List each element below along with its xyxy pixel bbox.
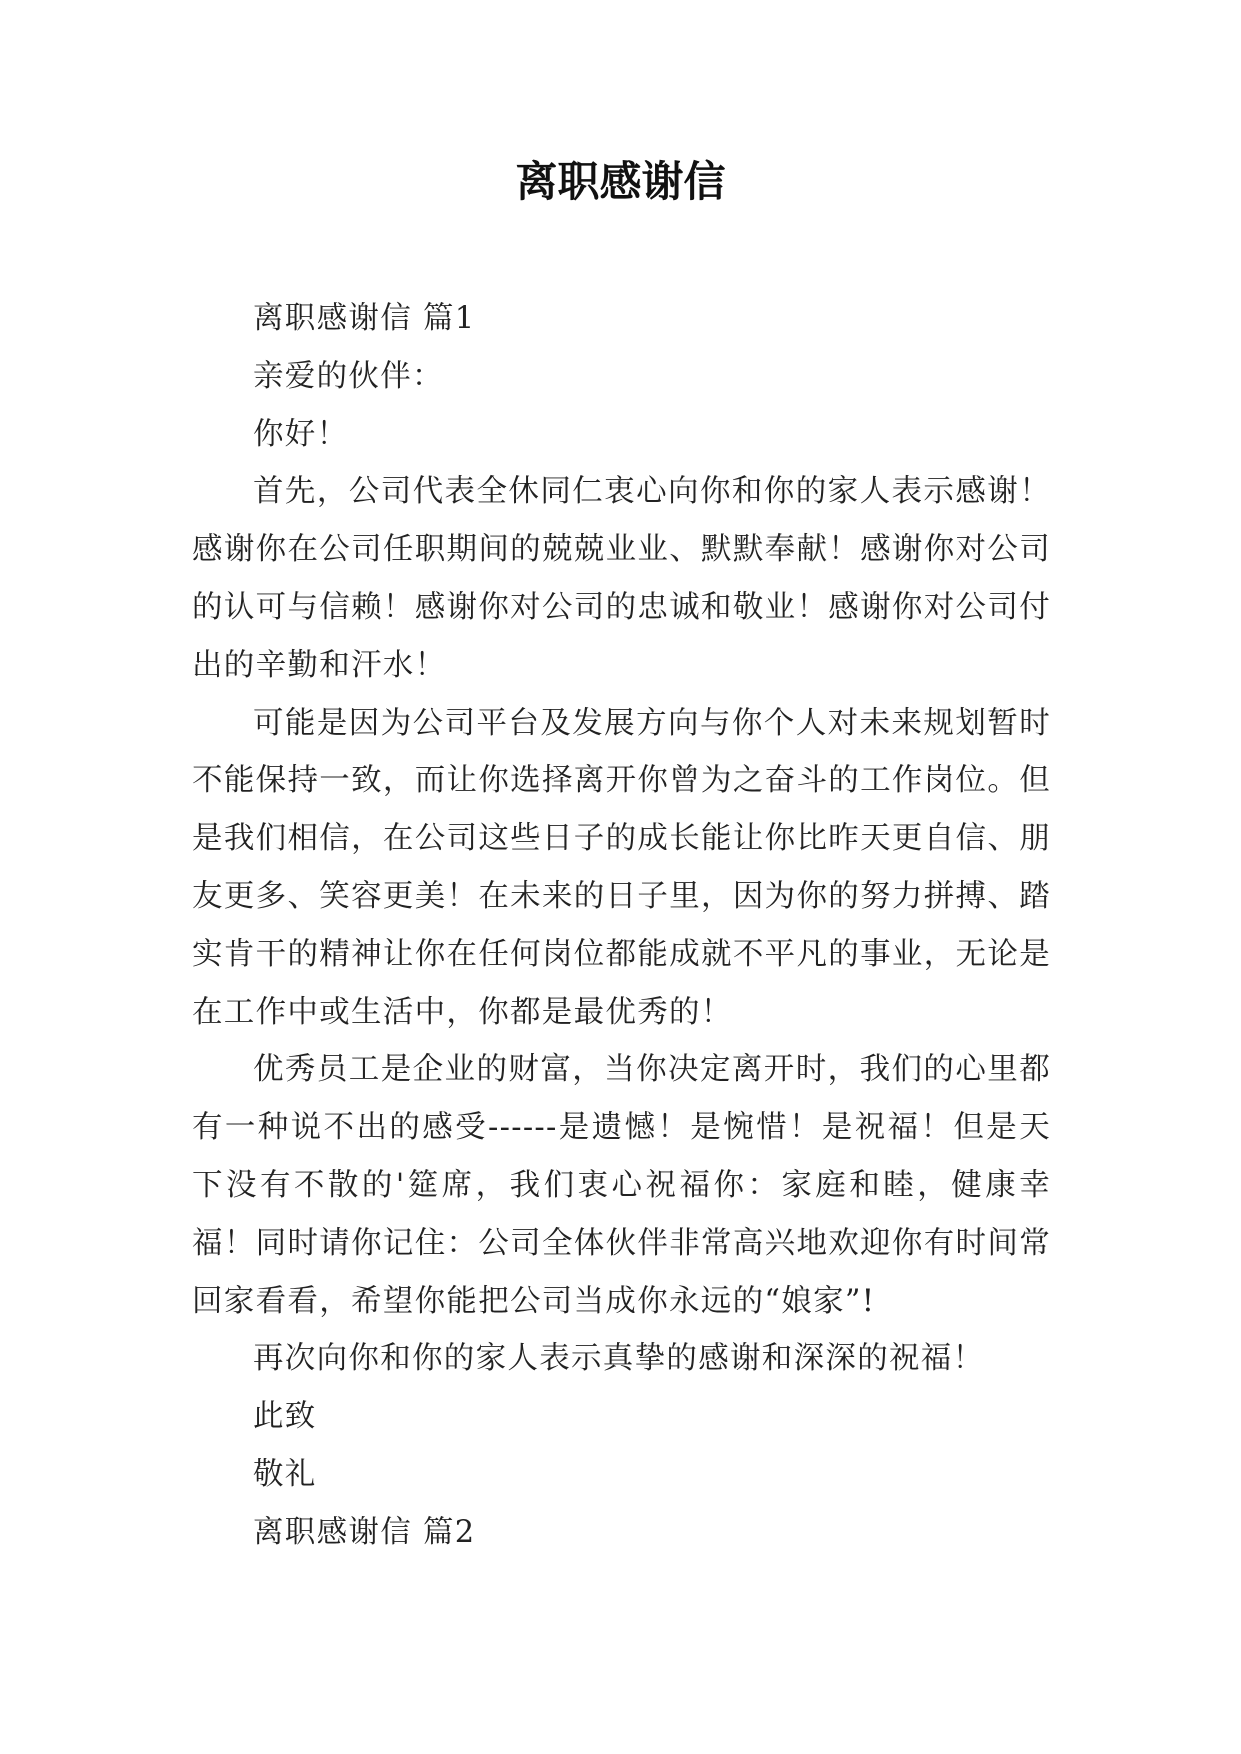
paragraph-departure: 可能是因为公司平台及发展方向与你个人对未来规划暂时不能保持一致，而让你选择离开你曾为之奋斗的工作岗位。但是我们相信，在公司这些日子的成长能让你比昨天更自信、朋友更多、笑容更美！在未来的日子里，因为你的努力拼搏、踏实肯干的精神让你在任何岗位都能成就不平凡的事业，无论是在工作中或生活中，你都是最优秀的！ <box>192 705 1051 1030</box>
section-heading-2: 离职感谢信 篇2 <box>253 1514 476 1550</box>
closing-thanks: 再次向你和你的家人表示真挚的感谢和深深的祝福！ <box>253 1341 985 1377</box>
closing-jingli: 敬礼 <box>253 1456 317 1492</box>
greeting: 你好！ <box>253 416 349 452</box>
section-heading-1: 离职感谢信 篇1 <box>253 301 476 336</box>
document-body <box>192 290 1051 1562</box>
paragraph-thanks: 首先，公司代表全休同仁衷心向你和你的家人表示感谢！感谢你在公司任职期间的兢兢业业、默默奉献！感谢你对公司的认可与信赖！感谢你对公司的忠诚和敬业！感谢你对公司付出的辛勤和汗水！ <box>192 474 1051 683</box>
salutation: 亲爱的伙伴： <box>253 358 444 394</box>
document-title: 离职感谢信 <box>515 157 726 206</box>
closing-zhizhi: 此致 <box>253 1399 317 1435</box>
paragraph-blessing: 优秀员工是企业的财富，当你决定离开时，我们的心里都有一种说不出的感受------是遗憾！是惋惜！是祝福！但是天下没有不散的'筵席，我们衷心祝福你：家庭和睦，健康幸福！同时请你记住：公司全体伙伴非常高兴地欢迎你有时间常回家看看，希望你能把公司当成你永远的“娘家”! <box>192 1052 1051 1319</box>
